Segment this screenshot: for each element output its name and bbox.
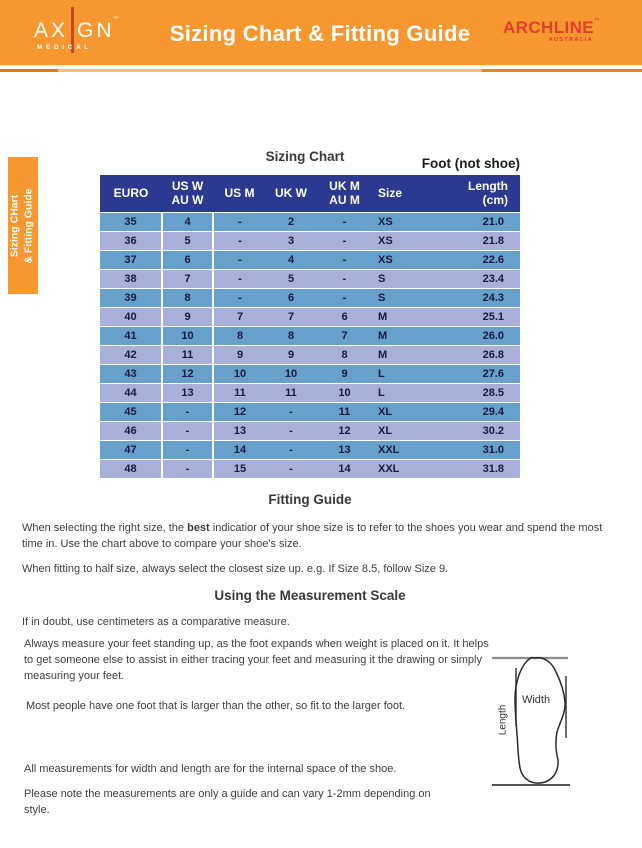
table-cell: XS [373, 250, 417, 269]
table-cell: 24.3 [417, 288, 520, 307]
table-cell: - [213, 269, 266, 288]
measurement-paragraph-2: Always measure your feet standing up, as the foot expands when weight is placed on it. It helps to get someone else to assist in either tracing your feet and measuring it the drawing or simply measuring your feet. [24, 638, 489, 682]
table-cell: 7 [316, 326, 373, 345]
table-cell: 47 [100, 440, 162, 459]
table-row [100, 364, 520, 383]
column-header: UK W [266, 175, 316, 212]
table-cell: 9 [316, 364, 373, 383]
table-cell: XXL [373, 440, 417, 459]
table-cell: 11 [266, 383, 316, 402]
table-row [100, 288, 520, 307]
table-row [100, 383, 520, 402]
table-cell: 8 [162, 288, 213, 307]
table-cell: 35 [100, 212, 162, 231]
table-cell: 11 [213, 383, 266, 402]
table-cell: 31.8 [417, 459, 520, 478]
table-cell: 8 [316, 345, 373, 364]
table-cell: 12 [316, 421, 373, 440]
foot-outline-path [515, 658, 565, 783]
table-cell: 13 [316, 440, 373, 459]
side-tab-line2: & Fitting Guide [21, 187, 34, 264]
table-cell: 7 [162, 269, 213, 288]
logo-text: ARCHLINE [503, 18, 595, 37]
measurement-paragraph-3: Most people have one foot that is larger than the other, so fit to the larger foot. [26, 700, 406, 712]
table-cell: - [213, 250, 266, 269]
table-cell: 7 [266, 307, 316, 326]
table-cell: 6 [266, 288, 316, 307]
sizing-chart-heading: Sizing Chart [265, 149, 345, 164]
table-cell: 27.6 [417, 364, 520, 383]
table-cell: 30.2 [417, 421, 520, 440]
paragraph-text: When selecting the right size, the [22, 522, 188, 534]
table-cell: 38 [100, 269, 162, 288]
table-cell: 12 [162, 364, 213, 383]
table-cell: 13 [213, 421, 266, 440]
table-cell: 4 [266, 250, 316, 269]
width-label: Width [521, 694, 551, 706]
column-header: US M [213, 175, 266, 212]
table-cell: M [373, 345, 417, 364]
table-cell: 12 [213, 402, 266, 421]
foot-measurement-diagram [478, 640, 642, 815]
logo-subtitle: AUSTRALIA [548, 37, 593, 43]
table-cell: - [316, 231, 373, 250]
table-cell: 7 [213, 307, 266, 326]
table-cell: M [373, 326, 417, 345]
table-cell: 23.4 [417, 269, 520, 288]
table-cell: 9 [213, 345, 266, 364]
column-header: EURO [100, 175, 162, 212]
header-banner [0, 0, 642, 65]
table-cell: M [373, 307, 417, 326]
table-cell: 26.8 [417, 345, 520, 364]
table-row [100, 459, 520, 478]
table-cell: 29.4 [417, 402, 520, 421]
table-cell: 26.0 [417, 326, 520, 345]
trademark-symbol: ™ [113, 16, 119, 22]
table-cell: XS [373, 212, 417, 231]
table-cell: 15 [213, 459, 266, 478]
table-row [100, 231, 520, 250]
table-cell: 43 [100, 364, 162, 383]
table-cell: 6 [316, 307, 373, 326]
table-cell: 3 [266, 231, 316, 250]
table-cell: S [373, 288, 417, 307]
table-cell: - [316, 250, 373, 269]
measurement-paragraph-4: All measurements for width and length are for the internal space of the shoe. [24, 763, 397, 775]
table-cell: 14 [213, 440, 266, 459]
table-cell: - [213, 212, 266, 231]
measurement-paragraph-1: If in doubt, use centimeters as a comparative measure. [22, 616, 290, 628]
table-cell: 2 [266, 212, 316, 231]
table-cell: - [213, 231, 266, 250]
logo-subtitle: MEDICAL [37, 44, 92, 51]
table-cell: 31.0 [417, 440, 520, 459]
paragraph-text: indicatior of your shoe size is to refer to the shoes you wear and spend the most time in. Use the chart above to compare your shoe's size. [22, 522, 603, 550]
table-row [100, 345, 520, 364]
table-cell: 39 [100, 288, 162, 307]
table-cell: XL [373, 421, 417, 440]
table-cell: 10 [213, 364, 266, 383]
table-cell: L [373, 383, 417, 402]
column-header: US W AU W [162, 175, 213, 212]
side-tab-line1: Sizing CHart [8, 194, 20, 257]
table-cell: 8 [213, 326, 266, 345]
bold-word: best [187, 522, 210, 534]
side-tab-label [8, 157, 38, 294]
table-cell: - [316, 269, 373, 288]
table-cell: 21.8 [417, 231, 520, 250]
table-cell: 13 [162, 383, 213, 402]
table-cell: - [162, 421, 213, 440]
table-cell: 5 [266, 269, 316, 288]
table-cell: 8 [266, 326, 316, 345]
table-cell: XS [373, 231, 417, 250]
table-cell: S [373, 269, 417, 288]
table-row [100, 307, 520, 326]
table-cell: - [266, 402, 316, 421]
archline-logo [503, 18, 600, 43]
table-row [100, 402, 520, 421]
fitting-guide-heading: Fitting Guide [268, 492, 352, 507]
table-cell: 48 [100, 459, 162, 478]
table-cell: - [162, 440, 213, 459]
table-cell: 4 [162, 212, 213, 231]
foot-not-shoe-label: Foot (not shoe) [421, 156, 520, 171]
table-cell: 6 [162, 250, 213, 269]
table-cell: 11 [316, 402, 373, 421]
table-cell: 28.5 [417, 383, 520, 402]
table-cell: 10 [266, 364, 316, 383]
table-cell: 21.0 [417, 212, 520, 231]
table-cell: - [316, 212, 373, 231]
table-cell: 5 [162, 231, 213, 250]
table-cell: 45 [100, 402, 162, 421]
fitting-paragraph-2: When fitting to half size, always select the closest size up. e.g. If Size 8.5, follow Size 9. [22, 563, 449, 575]
table-cell: 11 [162, 345, 213, 364]
measurement-paragraph-5: Please note the measurements are only a guide and can vary 1-2mm depending on style. [24, 788, 431, 816]
table-cell: 46 [100, 421, 162, 440]
table-cell: L [373, 364, 417, 383]
table-row [100, 269, 520, 288]
side-tab [8, 157, 38, 294]
measurement-scale-heading: Using the Measurement Scale [214, 588, 406, 603]
table-row [100, 212, 520, 231]
table-row [100, 440, 520, 459]
logo-text: AX [34, 19, 69, 42]
fitting-paragraph-1 [22, 521, 614, 553]
table-row [100, 250, 520, 269]
table-cell: - [266, 440, 316, 459]
sizing-table [100, 175, 520, 479]
table-cell: - [266, 459, 316, 478]
column-header: UK M AU M [316, 175, 373, 212]
table-cell: - [266, 421, 316, 440]
column-header: Size [373, 175, 417, 212]
table-cell: - [162, 402, 213, 421]
table-cell: 14 [316, 459, 373, 478]
table-cell: 22.6 [417, 250, 520, 269]
table-cell: 42 [100, 345, 162, 364]
table-cell: 9 [162, 307, 213, 326]
header-divider [0, 69, 642, 72]
table-cell: 41 [100, 326, 162, 345]
table-cell: 36 [100, 231, 162, 250]
table-cell: - [213, 288, 266, 307]
table-cell: 40 [100, 307, 162, 326]
table-row [100, 421, 520, 440]
table-cell: 25.1 [417, 307, 520, 326]
table-cell: 10 [316, 383, 373, 402]
table-cell: - [316, 288, 373, 307]
table-cell: XXL [373, 459, 417, 478]
axign-medical-logo [34, 7, 124, 59]
logo-text: GN [77, 19, 115, 42]
page-title: Sizing Chart & Fitting Guide [169, 21, 471, 46]
length-label: Length [497, 704, 509, 736]
foot-outline-drawing [478, 640, 642, 815]
table-cell: 9 [266, 345, 316, 364]
table-cell: - [162, 459, 213, 478]
trademark-symbol: ™ [594, 18, 600, 24]
table-cell: 44 [100, 383, 162, 402]
table-cell: 10 [162, 326, 213, 345]
column-header: Length (cm) [417, 175, 520, 212]
table-cell: XL [373, 402, 417, 421]
table-cell: 37 [100, 250, 162, 269]
table-row [100, 326, 520, 345]
